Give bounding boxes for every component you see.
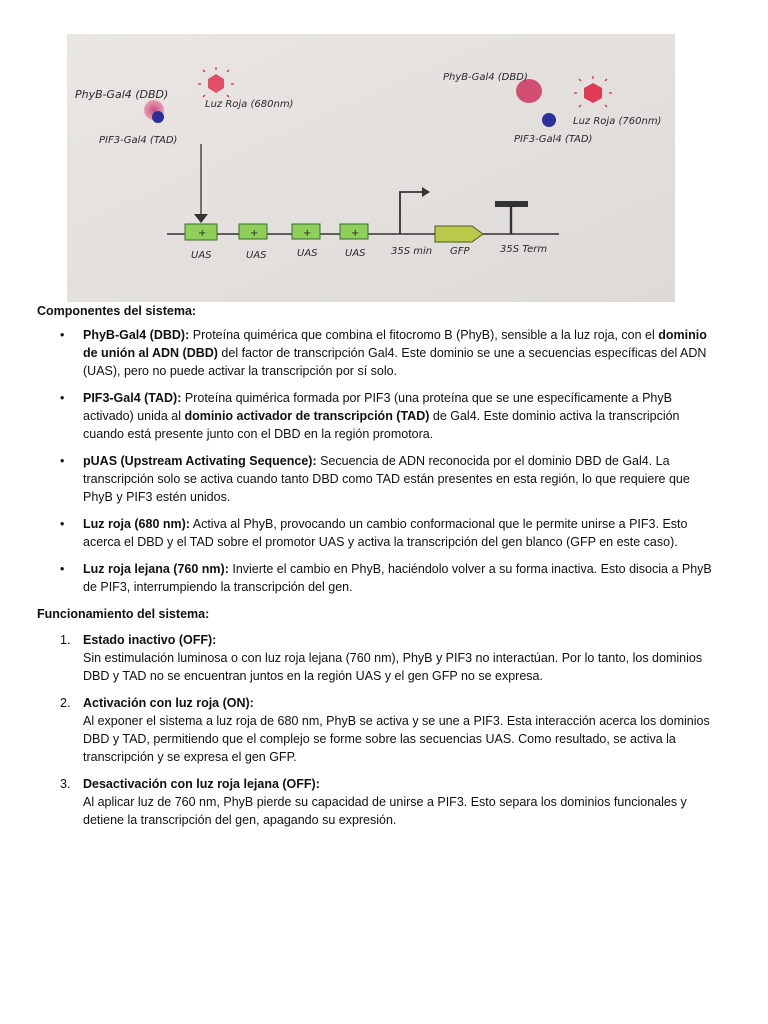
components-heading: Componentes del sistema:: [37, 304, 197, 318]
uas-box-3: [292, 224, 320, 239]
bullet: •: [60, 517, 65, 531]
item-text: Secuencia de ADN reconocida por el dominio DBD de Gal4. La transcripción solo se activa cuando tanto DBD como TAD están presentes en esta región, lo que requiere que PhyB y PIF3 estén unidos.: [83, 454, 690, 504]
step-title: Desactivación con luz roja lejana (OFF):: [83, 777, 320, 791]
step-number: 2.: [60, 696, 71, 710]
uas-box-4: [340, 224, 368, 239]
list-item: [37, 694, 721, 766]
circuit-drawing: [67, 34, 675, 302]
bullet: •: [60, 391, 65, 405]
uas-box-1: [185, 224, 217, 240]
item-text: Proteína quimérica que combina el fitocromo B (PhyB), sensible a la luz roja, con el: [189, 328, 659, 342]
document-body: [37, 302, 721, 838]
bullet: •: [60, 328, 65, 342]
label-gfp: GFP: [450, 246, 470, 257]
item-text: del factor de transcripción Gal4. Este dominio se une a secuencias específicas del ADN (UAS), pero no puede activar la transcripción por sí solo.: [83, 346, 707, 378]
step-title: Estado inactivo (OFF):: [83, 633, 217, 647]
list-item: [37, 452, 721, 506]
step-description: Al exponer el sistema a luz roja de 680 nm, PhyB se activa y se une a PIF3. Esta interacción acerca los dominios DBD y TAD, permitiendo que el complejo se forme sobre las secuencias UAS. Como resultado, se activa la transcripción y se expresa el gen GFP.: [83, 714, 710, 764]
function-heading: Funcionamiento del sistema:: [37, 607, 210, 621]
item-bold: dominio activador de transcripción (TAD): [184, 409, 430, 423]
uas-box-2: [239, 224, 267, 239]
bullet: •: [60, 562, 65, 576]
list-item: [37, 326, 721, 380]
gfp-gene-shape: [435, 226, 483, 242]
step-number: 3.: [60, 777, 71, 791]
list-item: [37, 560, 721, 596]
label-uas-1: UAS: [191, 250, 212, 261]
step-description: Sin estimulación luminosa o con luz roja lejana (760 nm), PhyB y PIF3 no interactúan. Por lo tanto, los dominios DBD y TAD no se encuentran juntos en la región UAS y el gen GFP no se expresa.: [83, 651, 703, 683]
step-description: Al aplicar luz de 760 nm, PhyB pierde su capacidad de unirse a PIF3. Esto separa los dominios funcionales y detiene la transcripción del gen, apagando su expresión.: [83, 795, 687, 827]
item-term: Luz roja (680 nm):: [83, 517, 190, 531]
label-pif3-left: PIF3-Gal4 (TAD): [99, 135, 178, 146]
label-pif3-right: PIF3-Gal4 (TAD): [514, 134, 593, 145]
label-uas-4: UAS: [345, 248, 366, 259]
item-term: pUAS (Upstream Activating Sequence):: [83, 454, 317, 468]
label-terminator: 35S Term: [500, 244, 548, 255]
uas-plus: +: [303, 228, 312, 239]
bullet: •: [60, 454, 65, 468]
item-term: PIF3-Gal4 (TAD):: [83, 391, 182, 405]
pif3-tad-blob-right: [542, 113, 556, 127]
uas-plus: +: [198, 228, 207, 239]
item-text: Invierte el cambio en PhyB, haciéndolo volver a su forma inactiva. Esto disocia a PhyB de PIF3, interrumpiendo la transcripción del gen.: [83, 562, 712, 594]
item-term: PhyB-Gal4 (DBD):: [83, 328, 190, 342]
label-phyb-right: PhyB-Gal4 (DBD): [443, 72, 528, 83]
label-phyb-left: PhyB-Gal4 (DBD): [75, 88, 169, 101]
label-luz-roja-760: Luz Roja (760nm): [573, 116, 662, 127]
list-item: [37, 389, 721, 443]
item-text: Activa al PhyB, provocando un cambio conformacional que le permite unirse a PIF3. Esto acerca el DBD y el TAD sobre el promotor UAS y activa la transcripción del gen blanco (GFP en este caso).: [83, 517, 688, 549]
step-title: Activación con luz roja (ON):: [83, 696, 254, 710]
label-uas-3: UAS: [297, 248, 318, 259]
label-promoter: 35S min: [391, 246, 433, 257]
genetic-circuit-figure: [67, 34, 675, 302]
list-item: [37, 515, 721, 551]
item-text: de Gal4. Este dominio activa la transcripción cuando está presente junto con el DBD en la región promotora.: [83, 409, 680, 441]
step-number: 1.: [60, 633, 71, 647]
uas-plus: +: [351, 228, 360, 239]
components-list: [37, 326, 721, 596]
item-bold: dominio de unión al ADN (DBD): [83, 328, 707, 360]
list-item: [37, 631, 721, 685]
item-text: Proteína quimérica formada por PIF3 (una proteína que se une específicamente a PhyB activado) unida al: [83, 391, 672, 423]
paper-background: [67, 34, 675, 302]
uas-plus: +: [250, 228, 259, 239]
list-item: [37, 775, 721, 829]
pif3-tad-blob-left: [152, 111, 164, 123]
function-steps: [37, 631, 721, 829]
item-term: Luz roja lejana (760 nm):: [83, 562, 229, 576]
label-luz-roja-680: Luz Roja (680nm): [205, 99, 294, 110]
label-uas-2: UAS: [246, 250, 267, 261]
